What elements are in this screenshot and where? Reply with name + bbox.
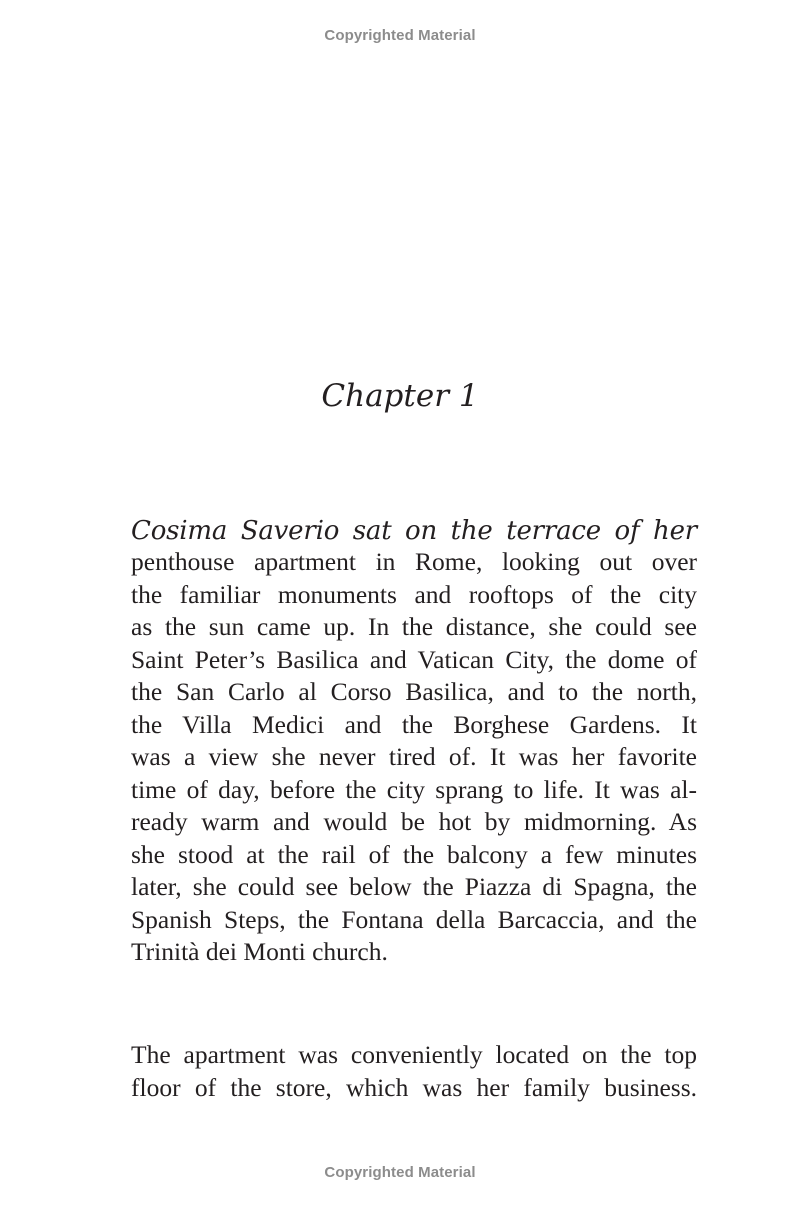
paragraph-1-lead-line: Cosima Saverio sat on the terrace of her: [131, 516, 697, 546]
paragraph-1-line: Spanish Steps, the Fontana della Barcaccia, and the: [131, 904, 697, 934]
paragraph-1-line: the San Carlo al Corso Basilica, and to the north,: [131, 677, 697, 706]
paragraph-1-line: Trinità dei Monti church.: [131, 937, 388, 966]
paragraph-1-line: Saint Peter’s Basilica and Vatican City, the dome of: [131, 644, 697, 674]
paragraph-1-line: the Villa Medici and the Borghese Gardens. It: [131, 709, 697, 739]
paragraph-2-line: floor of the store, which was her family business.: [131, 1072, 697, 1102]
copyright-watermark-top: Copyrighted Material: [324, 27, 476, 44]
paragraph-1: [131, 513, 697, 969]
copyright-watermark-bottom: Copyrighted Material: [324, 1164, 476, 1181]
paragraph-2-line: The apartment was conveniently located on the top: [131, 1040, 697, 1069]
paragraph-1-line: ready warm and would be hot by midmorning. As: [131, 807, 697, 836]
chapter-title: Chapter 1: [321, 378, 479, 414]
paragraph-1-line: was a view she never tired of. It was her favorite: [131, 742, 697, 771]
paragraph-1-line: later, she could see below the Piazza di Spagna, the: [131, 872, 697, 901]
paragraph-1-line: she stood at the rail of the balcony a few minutes: [131, 839, 697, 869]
paragraph-2: [131, 1039, 697, 1104]
paragraph-1-line: time of day, before the city sprang to life. It was al-: [131, 774, 697, 804]
paragraph-1-line: as the sun came up. In the distance, she could see: [131, 612, 697, 641]
paragraph-1-line: the familiar monuments and rooftops of the city: [131, 579, 697, 609]
paragraph-1-line: penthouse apartment in Rome, looking out over: [131, 547, 697, 576]
